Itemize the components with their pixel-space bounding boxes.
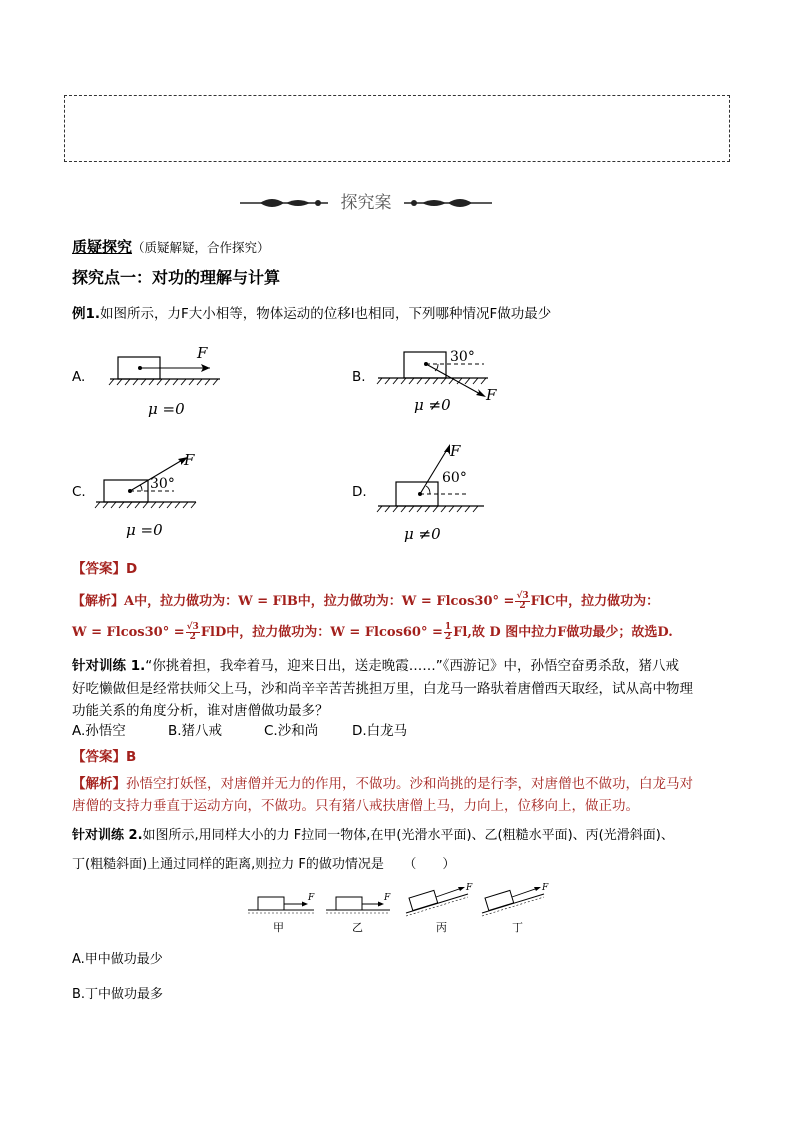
training1-options xyxy=(72,722,407,741)
label-bing: 丙 xyxy=(436,921,447,934)
angle-label: 30° xyxy=(450,349,475,365)
figure-a xyxy=(100,340,230,420)
example1-text: 如图所示，力F大小相等，物体运动的位移l也相同，下列哪种情况F做功最少 xyxy=(100,306,552,322)
force-label: F xyxy=(197,344,208,362)
option-c-label: C. xyxy=(72,484,86,500)
point-title: 探究点一：对功的理解与计算 xyxy=(72,268,281,287)
section-subtitle: （质疑解疑，合作探究） xyxy=(132,240,270,255)
example1-label: 例1. xyxy=(72,306,101,322)
example1-question xyxy=(72,305,551,324)
training2-line2: 丁(粗糙斜面)上通过同样的距离,则拉力 F的做功情况是 （ ） xyxy=(72,857,456,872)
figure-ding xyxy=(482,883,549,934)
example1-answer: 【答案】D xyxy=(72,561,138,577)
option-b: B.猪八戒 xyxy=(168,723,223,739)
svg-text:F: F xyxy=(308,893,315,903)
label-yi: 乙 xyxy=(352,921,363,934)
training2-label: 针对训练 2. xyxy=(72,828,143,843)
mu-label: μ ≠0 xyxy=(414,396,451,414)
option-d-label: D. xyxy=(352,484,367,500)
training1-line3: 功能关系的角度分析，谁对唐僧做功最多？ xyxy=(72,703,329,719)
mu-label: μ =0 xyxy=(126,521,163,539)
label-ding: 丁 xyxy=(512,921,523,934)
figure-jia xyxy=(248,893,315,934)
example1-analysis-line1: 【解析】A中，拉力做功为：W = FlB中，拉力做功为：W = Flcos30° = $\frac{√3}{2}$ FlC中，拉力做功为： xyxy=(72,591,660,611)
fraction: $\frac{√3}{2}$ xyxy=(186,622,199,642)
option-a-label: A. xyxy=(72,369,86,385)
fraction: $\frac{1}{2}$ xyxy=(444,622,452,642)
fraction: $\frac{√3}{2}$ xyxy=(516,591,529,611)
figure-yi xyxy=(326,893,391,934)
figure-b xyxy=(374,340,514,420)
option-c: C.沙和尚 xyxy=(264,723,319,739)
svg-text:F: F xyxy=(466,883,473,893)
training1-answer: 【答案】B xyxy=(72,749,137,765)
force-label: F xyxy=(184,451,195,469)
option-b-label: B. xyxy=(352,369,366,385)
training2-figure xyxy=(240,880,570,940)
training1-analysis-line2: 唐僧的支持力垂直于运动方向，不做功。只有猪八戒扶唐僧上马，力向上，位移向上，做正功。 xyxy=(72,798,639,814)
force-label: F xyxy=(450,442,461,460)
mu-label: μ =0 xyxy=(148,400,185,418)
section-banner xyxy=(240,191,492,215)
angle-label: 60° xyxy=(442,470,467,486)
banner-title: 探究案 xyxy=(340,193,392,213)
notes-box xyxy=(64,95,730,162)
training1-label: 针对训练 1. xyxy=(72,658,146,674)
training1-analysis-line1: 【解析】孙悟空打妖怪，对唐僧并无力的作用，不做功。沙和尚挑的是行李，对唐僧也不做功，白龙马对 xyxy=(72,776,693,792)
svg-text:F: F xyxy=(542,883,549,893)
training1-line1: 针对训练 1.“你挑着担，我牵着马，迎来日出，送走晚霞……”《西游记》中，孙悟空奋勇杀敌，猪八戒 xyxy=(72,658,679,674)
figure-bing xyxy=(406,883,473,934)
label-jia: 甲 xyxy=(273,921,284,934)
training1-line2: 好吃懒做但是经常扶师父上马，沙和尚辛辛苦苦挑担万里，白龙马一路驮着唐僧西天取经，试从高中物理 xyxy=(72,681,693,697)
figure-d xyxy=(372,440,512,545)
option-a: A.孙悟空 xyxy=(72,723,126,739)
mu-label: μ ≠0 xyxy=(404,525,441,543)
section-title: 质疑探究 xyxy=(72,238,133,256)
svg-text:F: F xyxy=(384,893,391,903)
training2-option-a: A.甲中做功最少 xyxy=(72,952,163,967)
force-label: F xyxy=(486,386,497,404)
option-d: D.白龙马 xyxy=(352,723,408,739)
training2-option-b: B.丁中做功最多 xyxy=(72,987,164,1002)
training2-line1: 针对训练 2.如图所示,用同样大小的力 F拉同一物体,在甲(光滑水平面)、乙(粗糙水平面)、丙(光滑斜面)、 xyxy=(72,828,674,843)
section-header xyxy=(72,238,270,258)
example1-analysis-line2: W = Flcos30° = $\frac{√3}{2}$ FlD中，拉力做功为：W = Flcos60° = $\frac{1}{2}$ Fl,故 D 图中拉力F做功最少；故选D. xyxy=(72,622,673,642)
angle-label: 30° xyxy=(150,476,175,492)
figure-c xyxy=(90,445,230,545)
